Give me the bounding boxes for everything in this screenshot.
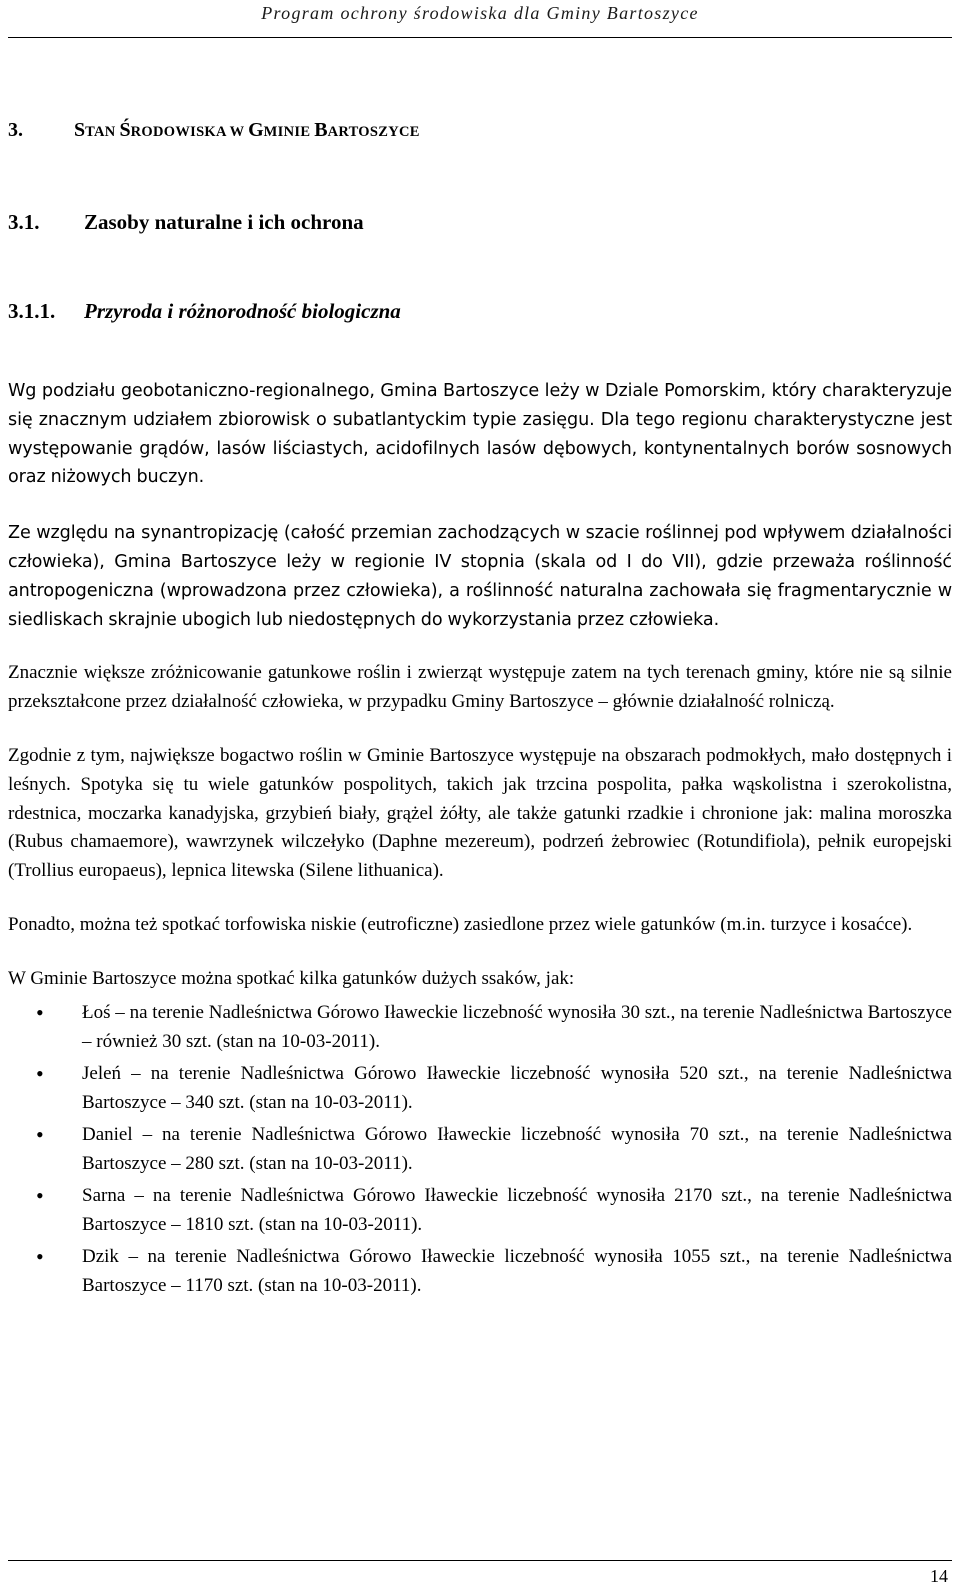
- footer-divider: [8, 1560, 952, 1561]
- list-item-dzik: • Dzik – na terenie Nadleśnictwa Górowo Iławeckie liczebność wynosiła 1055 szt., na terenie Nadleśnictwa Bartoszyce – 1170 szt. (stan na 10-03-2011).: [8, 1242, 952, 1301]
- subsection-number: 3.1.: [8, 210, 40, 234]
- paragraph-plants: Zgodnie z tym, największe bogactwo roślin w Gminie Bartoszyce występuje na obszarach podmokłych, mało dostępnych i leśnych. Spotyka się tu wiele gatunków pospolitych, takich jak trzcina pospolita, pałka wąskolistna i szerokolistna, rdestnica, moczarka kanadyjska, grzybień biały, grążel żółty, ale także gatunki rzadkie i chronione jak: malina moroszka (Rubus chamaemore), wawrzynek wilczełyko (Daphne mezereum), podrzeń żebrowiec (Rotundifiola), pełnik europejski (Trollius europaeus), lepnica litewska (Silene lithuanica).: [8, 744, 952, 882]
- subsection-heading: [8, 207, 952, 237]
- subsubsection-title: Przyroda i różnorodność biologiczna: [84, 299, 401, 323]
- paragraph-geobotany: Wg podziału geobotaniczno-regionalnego, Gmina Bartoszyce leży w Dziale Pomorskim, który charakteryzuje się znacznym udziałem zbiorowisk o subatlantyckim typie zasięgu. Dla tego regionu charakterystyczne jest występowanie grądów, lasów liściastych, acidofilnych lasów dębowych, kontynentalnych borów sosnowych oraz niżowych buczyn.: [8, 381, 952, 488]
- mammals-list: [8, 998, 952, 1301]
- running-header: Program ochrony środowiska dla Gminy Bartoszyce: [261, 3, 699, 23]
- section-title: STAN ŚRODOWISKA W GMINIE BARTOSZYCE: [74, 119, 420, 141]
- subsubsection-number: 3.1.1.: [8, 299, 56, 323]
- paragraph-synanthropization: Ze względu na synantropizację (całość przemian zachodzących w szacie roślinnej pod wpływem działalności człowieka), Gmina Bartoszyce leży w regionie IV stopnia (skala od I do VII), gdzie przeważa roślinność antropogeniczna (wprowadzona przez człowieka), a roślinność naturalna zachowała się fragmentarycznie w siedliskach skrajnie ubogich lub niedostępnych do wykorzystania przez człowieka.: [8, 523, 952, 630]
- paragraph-diversity: Znacznie większe zróżnicowanie gatunkowe roślin i zwierząt występuje zatem na tych terenach gminy, które nie są silnie przekształcone przez działalność człowieka, w przypadku Gminy Bartoszyce – głównie działalność rolniczą.: [8, 662, 952, 713]
- list-item-daniel: • Daniel – na terenie Nadleśnictwa Górowo Iławeckie liczebność wynosiła 70 szt., na terenie Nadleśnictwa Bartoszyce – 280 szt. (stan na 10-03-2011).: [8, 1120, 952, 1179]
- document-body: [8, 115, 952, 1303]
- list-item-jelen: • Jeleń – na terenie Nadleśnictwa Górowo Iławeckie liczebność wynosiła 520 szt., na terenie Nadleśnictwa Bartoszyce – 340 szt. (stan na 10-03-2011).: [8, 1059, 952, 1118]
- paragraph-peatlands: Ponadto, można też spotkać torfowiska niskie (eutroficzne) zasiedlone przez wiele gatunków (m.in. turzyce i kosaćce).: [8, 913, 913, 935]
- list-item-sarna: • Sarna – na terenie Nadleśnictwa Górowo Iławeckie liczebność wynosiła 2170 szt., na terenie Nadleśnictwa Bartoszyce – 1810 szt. (stan na 10-03-2011).: [8, 1181, 952, 1240]
- subsection-title: Zasoby naturalne i ich ochrona: [84, 210, 364, 234]
- paragraph-mammals-intro: W Gminie Bartoszyce można spotkać kilka gatunków dużych ssaków, jak:: [8, 967, 575, 989]
- header-divider: [8, 37, 952, 38]
- page-number: 14: [930, 1566, 948, 1586]
- list-item-los: • Łoś – na terenie Nadleśnictwa Górowo Iławeckie liczebność wynosiła 30 szt., na terenie Nadleśnictwa Bartoszyce – również 30 szt. (stan na 10-03-2011).: [8, 998, 952, 1057]
- section-number: 3.: [8, 119, 23, 141]
- section-heading: [8, 115, 952, 145]
- subsubsection-heading: [8, 296, 952, 326]
